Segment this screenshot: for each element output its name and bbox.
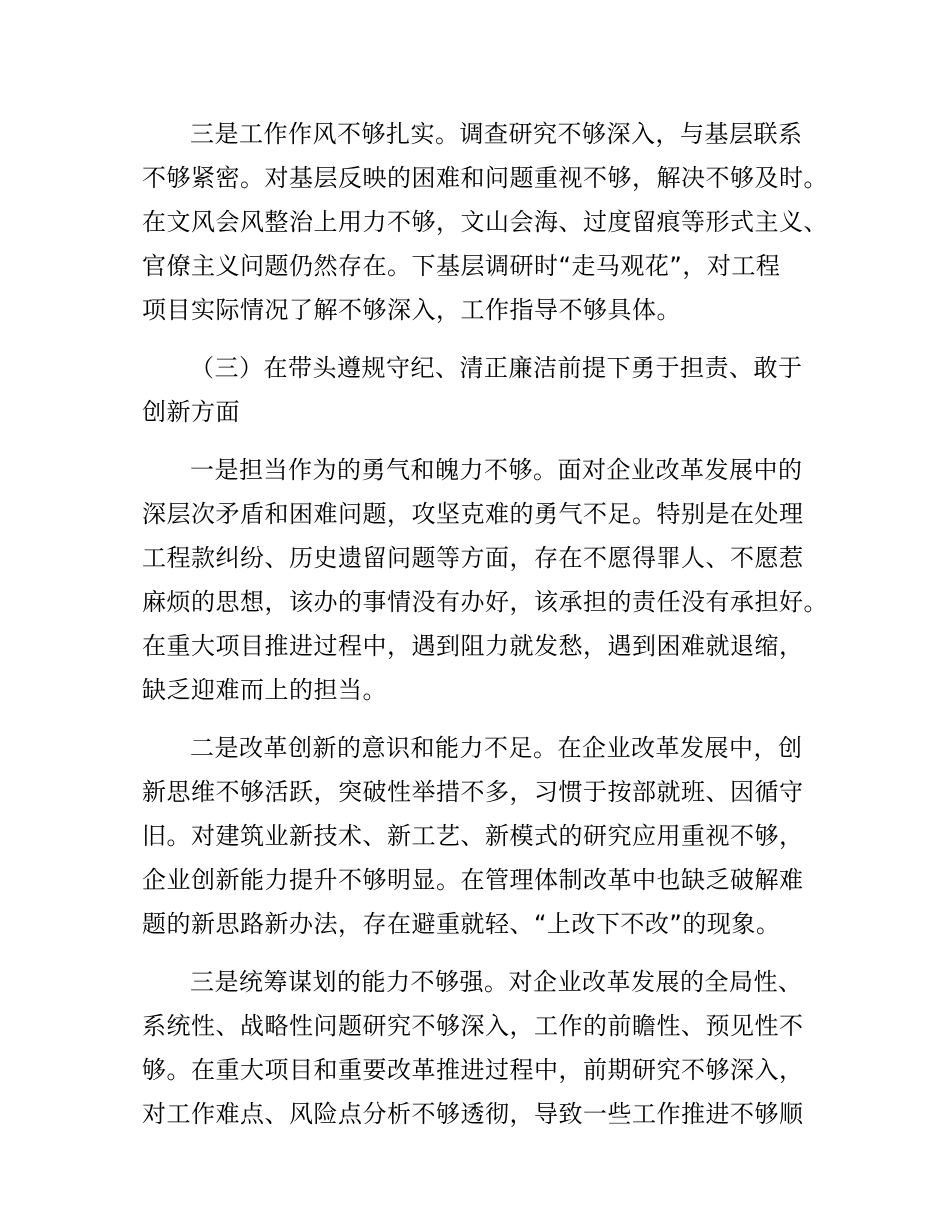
- text-line: 麻烦的思想，该办的事情没有办好，该承担的责任没有承担好。: [142, 588, 828, 616]
- paragraph-work-style: [142, 112, 828, 332]
- text-line: 够。在重大项目和重要改革推进过程中，前期研究不够深入，: [142, 1056, 804, 1084]
- text-line: 三是统筹谋划的能力不够强。对企业改革发展的全局性、: [190, 968, 803, 996]
- text-line: 缺乏迎难而上的担当。: [142, 676, 387, 704]
- text-line: 工程款纠纷、历史遗留问题等方面，存在不愿得罪人、不愿惹: [142, 544, 804, 572]
- text-line: 项目实际情况了解不够深入，工作指导不够具体。: [142, 296, 681, 324]
- text-line: 新思维不够活跃，突破性举措不多，习惯于按部就班、因循守: [142, 778, 804, 806]
- text-line: 一是担当作为的勇气和魄力不够。面对企业改革发展中的: [190, 456, 803, 484]
- text-line: 创新方面: [142, 398, 240, 426]
- text-line: 官僚主义问题仍然存在。下基层调研时“走马观花”，对工程: [142, 252, 781, 280]
- text-line: 题的新思路新办法，存在避重就轻、“上改下不改”的现象。: [142, 910, 781, 938]
- section-heading-three: [142, 346, 822, 434]
- paragraph-courage: [142, 448, 828, 712]
- text-line: 系统性、战略性问题研究不够深入，工作的前瞻性、预见性不: [142, 1012, 804, 1040]
- paragraph-planning: [142, 960, 822, 1136]
- text-line: 深层次矛盾和困难问题，攻坚克难的勇气不足。特别是在处理: [142, 500, 804, 528]
- text-line: 在重大项目推进过程中，遇到阻力就发愁，遇到困难就退缩，: [142, 632, 804, 660]
- text-line: 不够紧密。对基层反映的困难和问题重视不够，解决不够及时。: [142, 164, 828, 192]
- text-line: 旧。对建筑业新技术、新工艺、新模式的研究应用重视不够，: [142, 822, 804, 850]
- document-body: [142, 112, 828, 1150]
- text-line: 三是工作作风不够扎实。调查研究不够深入，与基层联系: [190, 120, 803, 148]
- paragraph-innovation: [142, 726, 822, 946]
- text-line: 企业创新能力提升不够明显。在管理体制改革中也缺乏破解难: [142, 866, 804, 894]
- text-line: （三）在带头遵规守纪、清正廉洁前提下勇于担责、敢于: [190, 354, 803, 382]
- text-line: 二是改革创新的意识和能力不足。在企业改革发展中，创: [190, 734, 803, 762]
- text-line: 对工作难点、风险点分析不够透彻，导致一些工作推进不够顺: [142, 1100, 804, 1128]
- text-line: 在文风会风整治上用力不够，文山会海、过度留痕等形式主义、: [142, 208, 828, 236]
